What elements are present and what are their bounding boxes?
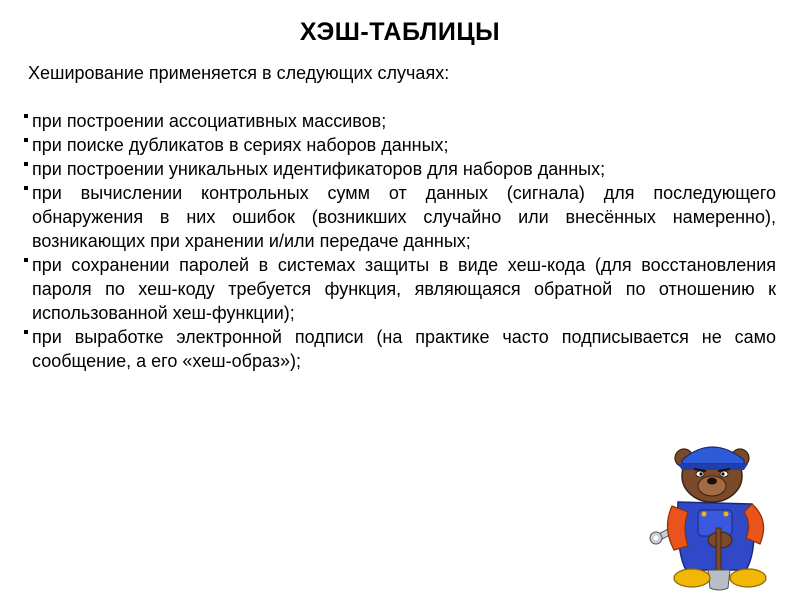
- bullet-marker: [24, 186, 28, 190]
- bullet-list: [24, 109, 776, 373]
- bullet-text: при сохранении паролей в системах защиты в виде хеш-кода (для восстановления пароля по хеш-коду требуется функция, являющаяся обратной по отношению к использованной хеш-функции);: [32, 255, 776, 323]
- bullet-text: при вычислении контрольных сумм от данных (сигнала) для последующего обнаружения в них ошибок (возникших случайно или внесённых намеренно), возникающих при хранении и/или передаче данных;: [32, 183, 776, 251]
- bullet-marker: [24, 114, 28, 118]
- bullet-marker: [24, 162, 28, 166]
- bullet-item: [24, 325, 776, 373]
- bullet-text: при построении ассоциативных массивов;: [32, 111, 387, 131]
- bullet-marker: [24, 138, 28, 142]
- slide-title: ХЭШ-ТАБЛИЦЫ: [299, 18, 501, 46]
- bullet-text: при выработке электронной подписи (на практике часто подписывается не само сообщение, а его «хеш-образ»);: [32, 327, 776, 371]
- bullet-marker: [24, 258, 28, 262]
- bullet-item: [24, 109, 776, 133]
- bullet-text: при построении уникальных идентификаторов для наборов данных;: [32, 159, 606, 179]
- bullet-text: при поиске дубликатов в сериях наборов данных;: [32, 135, 449, 155]
- bear-worker-icon: [648, 432, 778, 592]
- bullet-marker: [24, 330, 28, 334]
- bullet-item: [24, 181, 776, 253]
- intro-text: Хеширование применяется в следующих случаях:: [28, 63, 450, 83]
- bullet-item: [24, 157, 776, 181]
- bullet-item: [24, 133, 776, 157]
- bullet-item: [24, 253, 776, 325]
